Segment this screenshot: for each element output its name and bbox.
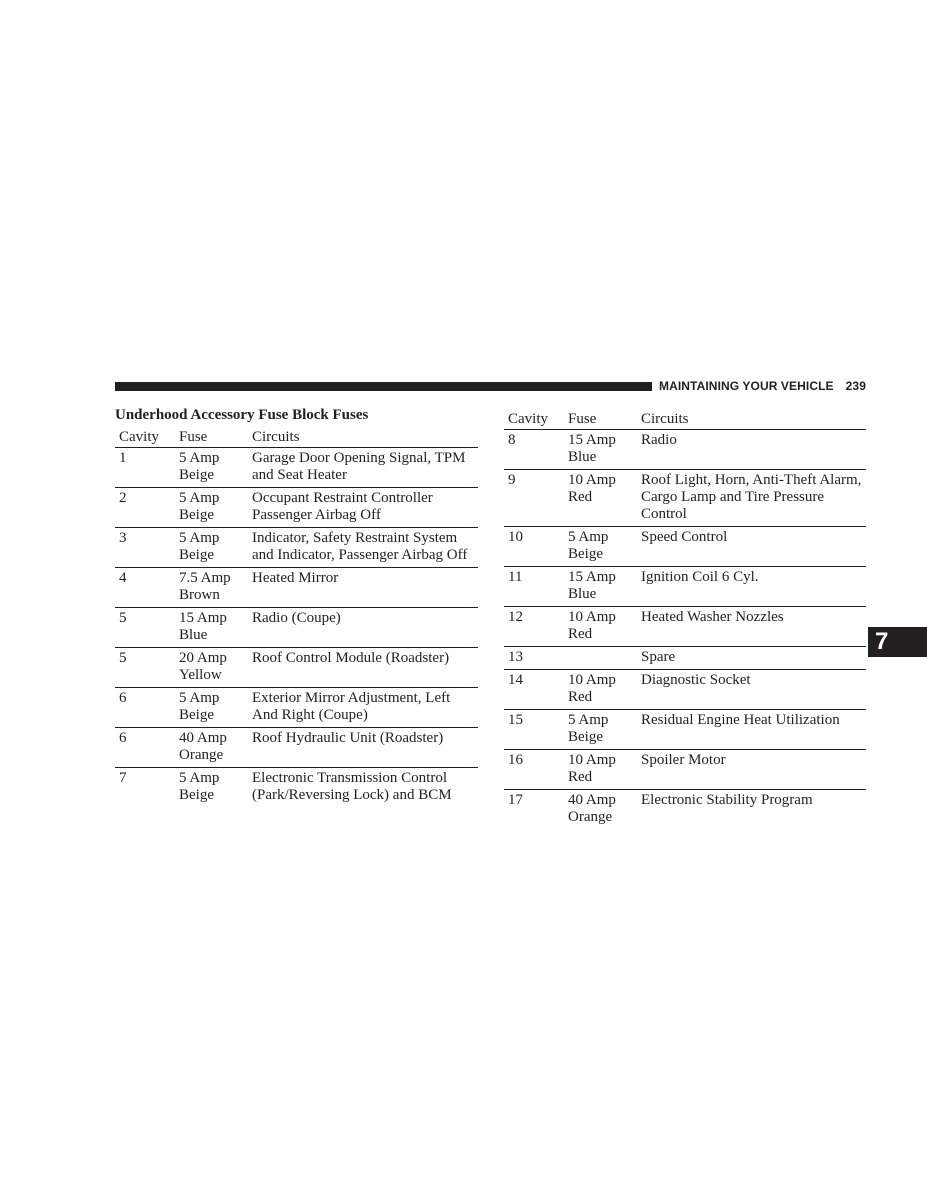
cavity-cell: 6	[119, 690, 127, 706]
cavity-cell: 9	[508, 472, 516, 488]
cavity-cell: 1	[119, 450, 127, 466]
fuse-rating: 10 Amp	[568, 752, 616, 768]
circuits-cell: Heated Mirror	[252, 570, 339, 586]
fuse-color: Red	[568, 489, 593, 505]
column-header-circuits: Circuits	[641, 411, 689, 427]
fuse-cell	[175, 608, 248, 648]
fuse-cell	[175, 528, 248, 568]
table-row	[115, 448, 478, 488]
header-rule	[115, 382, 652, 391]
table-row	[115, 768, 478, 808]
cavity-cell: 4	[119, 570, 127, 586]
cavity-cell: 7	[119, 770, 127, 786]
cavity-cell: 13	[508, 649, 523, 665]
fuse-rating: 15 Amp	[568, 432, 616, 448]
table-header-row	[504, 411, 866, 430]
fuse-color: Blue	[179, 627, 208, 643]
page-number: 239	[845, 379, 866, 393]
fuse-rating: 10 Amp	[568, 472, 616, 488]
table-row	[115, 608, 478, 648]
cavity-cell: 17	[508, 792, 523, 808]
fuse-color: Red	[568, 626, 593, 642]
circuits-cell: Occupant Restraint Controller Passenger Airbag Off	[252, 490, 433, 523]
circuits-cell: Residual Engine Heat Utilization	[641, 712, 840, 728]
fuse-color: Beige	[179, 467, 214, 483]
fuse-rating: 5 Amp	[179, 450, 220, 466]
column-header-circuits: Circuits	[252, 429, 300, 445]
circuits-cell: Roof Control Module (Roadster)	[252, 650, 450, 666]
fuse-rating: 20 Amp	[179, 650, 227, 666]
table-row	[504, 670, 866, 710]
fuse-rating: 10 Amp	[568, 609, 616, 625]
cavity-cell: 6	[119, 730, 127, 746]
fuse-color: Beige	[568, 729, 603, 745]
fuse-rating: 15 Amp	[179, 610, 227, 626]
circuits-cell: Exterior Mirror Adjustment, Left And Right (Coupe)	[252, 690, 451, 723]
fuse-rating: 5 Amp	[179, 530, 220, 546]
circuits-cell: Spoiler Motor	[641, 752, 726, 768]
fuse-rating: 5 Amp	[568, 529, 609, 545]
cavity-cell: 15	[508, 712, 523, 728]
cavity-cell: 3	[119, 530, 127, 546]
column-header-cavity: Cavity	[119, 429, 159, 445]
circuits-cell: Roof Hydraulic Unit (Roadster)	[252, 730, 444, 746]
fuse-cell	[564, 790, 637, 830]
cavity-cell: 2	[119, 490, 127, 506]
fuse-color: Beige	[568, 546, 603, 562]
cavity-cell: 16	[508, 752, 523, 768]
column-header-fuse: Fuse	[179, 429, 208, 445]
cavity-cell: 8	[508, 432, 516, 448]
circuits-cell: Heated Washer Nozzles	[641, 609, 784, 625]
fuse-cell	[564, 567, 637, 607]
fuse-rating: 5 Amp	[179, 770, 220, 786]
running-header	[659, 379, 866, 393]
fuse-color: Red	[568, 769, 593, 785]
fuse-cell	[175, 568, 248, 608]
table-row	[504, 607, 866, 647]
fuse-cell	[175, 768, 248, 808]
fuse-rating: 5 Amp	[568, 712, 609, 728]
table-row	[115, 528, 478, 568]
cavity-cell: 14	[508, 672, 523, 688]
fuse-color: Brown	[179, 587, 220, 603]
fuse-rating: 10 Amp	[568, 672, 616, 688]
fuse-cell	[175, 448, 248, 488]
fuse-color: Beige	[179, 507, 214, 523]
fuse-color: Yellow	[179, 667, 222, 683]
table-row	[504, 430, 866, 470]
fuse-rating: 5 Amp	[179, 690, 220, 706]
fuse-color: Blue	[568, 449, 597, 465]
table-row	[504, 647, 866, 670]
fuse-rating: 7.5 Amp	[179, 570, 231, 586]
table-row	[504, 750, 866, 790]
circuits-cell: Speed Control	[641, 529, 728, 545]
fuse-rating: 15 Amp	[568, 569, 616, 585]
fuse-cell	[564, 647, 637, 670]
table-header-row	[115, 429, 478, 448]
fuse-cell	[564, 607, 637, 647]
fuse-color: Blue	[568, 586, 597, 602]
fuse-table-left	[115, 429, 478, 807]
fuse-cell	[564, 750, 637, 790]
fuse-cell	[564, 430, 637, 470]
fuse-cell	[564, 710, 637, 750]
cavity-cell: 10	[508, 529, 523, 545]
circuits-cell: Electronic Transmission Control (Park/Reversing Lock) and BCM	[252, 770, 452, 803]
cavity-cell: 11	[508, 569, 523, 585]
fuse-color: Orange	[568, 809, 613, 825]
cavity-cell: 5	[119, 610, 127, 626]
table-row	[115, 648, 478, 688]
column-header-fuse: Fuse	[568, 411, 597, 427]
fuse-cell	[564, 670, 637, 710]
cavity-cell: 5	[119, 650, 127, 666]
fuse-table-right	[504, 411, 866, 829]
circuits-cell: Electronic Stability Program	[641, 792, 813, 808]
table-row	[115, 568, 478, 608]
circuits-cell: Ignition Coil 6 Cyl.	[641, 569, 759, 585]
table-row	[115, 688, 478, 728]
circuits-cell: Radio (Coupe)	[252, 610, 341, 626]
section-name: MAINTAINING YOUR VEHICLE	[659, 379, 834, 393]
column-header-cavity: Cavity	[508, 411, 548, 427]
cavity-cell: 12	[508, 609, 523, 625]
fuse-cell	[564, 527, 637, 567]
fuse-cell	[175, 648, 248, 688]
fuse-color: Beige	[179, 707, 214, 723]
table-row	[115, 728, 478, 768]
fuse-color: Orange	[179, 747, 224, 763]
circuits-cell: Radio	[641, 432, 677, 448]
table-row	[504, 710, 866, 750]
table-row	[504, 567, 866, 607]
table-title: Underhood Accessory Fuse Block Fuses	[115, 407, 369, 423]
circuits-cell: Garage Door Opening Signal, TPM and Seat Heater	[252, 450, 466, 483]
table-row	[504, 527, 866, 567]
fuse-cell	[175, 488, 248, 528]
fuse-cell	[175, 688, 248, 728]
circuits-cell: Diagnostic Socket	[641, 672, 751, 688]
fuse-rating: 40 Amp	[179, 730, 227, 746]
fuse-color: Beige	[179, 787, 214, 803]
chapter-tab: 7	[868, 627, 927, 657]
circuits-cell: Spare	[641, 649, 676, 665]
fuse-rating: 5 Amp	[179, 490, 220, 506]
circuits-cell: Indicator, Safety Restraint System and Indicator, Passenger Airbag Off	[252, 530, 468, 563]
fuse-color: Red	[568, 689, 593, 705]
circuits-cell: Roof Light, Horn, Anti-Theft Alarm, Cargo Lamp and Tire Pressure Control	[641, 472, 862, 522]
table-row	[115, 488, 478, 528]
fuse-rating: 40 Amp	[568, 792, 616, 808]
fuse-color: Beige	[179, 547, 214, 563]
fuse-cell	[564, 470, 637, 527]
table-row	[504, 790, 866, 830]
table-row	[504, 470, 866, 527]
fuse-cell	[175, 728, 248, 768]
